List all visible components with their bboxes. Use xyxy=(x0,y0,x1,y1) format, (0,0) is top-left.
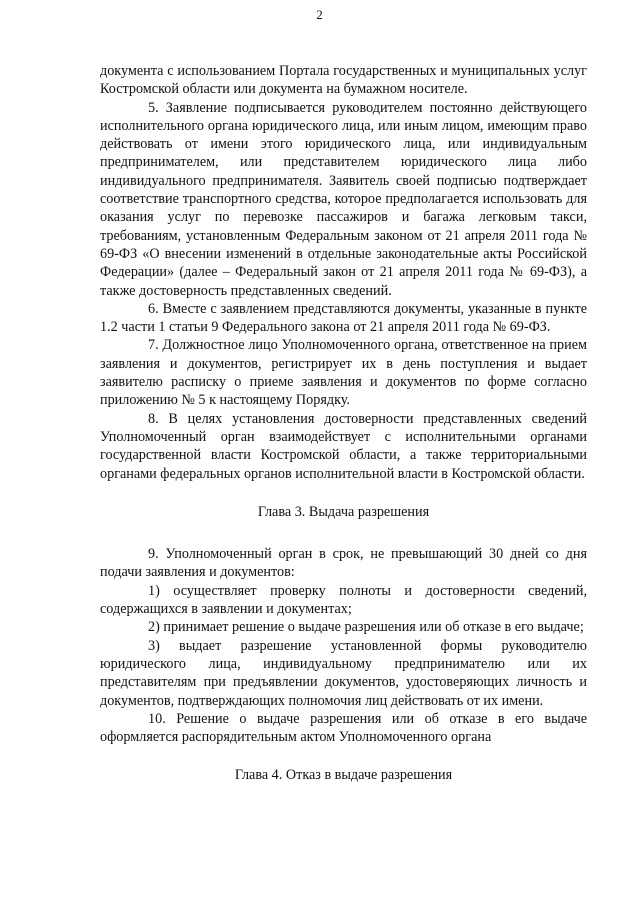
paragraph-6: 6. Вместе с заявлением представляются документы, указанные в пункте 1.2 части 1 статьи 9 Федерального закона от 21 апреля 2011 года № 69-ФЗ. xyxy=(100,300,587,336)
page-number: 2 xyxy=(316,7,323,22)
paragraph-7: 7. Должностное лицо Уполномоченного органа, ответственное на прием заявления и документов, регистрирует их в день поступления и выдает заявителю расписку о приеме заявления и документов по форме согласно приложению № 5 к настоящему Порядку. xyxy=(100,337,587,409)
chapter-3-title: Глава 3. Выдача разрешения xyxy=(257,503,430,520)
paragraph-9: 9. Уполномоченный орган в срок, не превышающий 30 дней со дня подачи заявления и документов: xyxy=(100,546,587,581)
paragraph-10: 10. Решение о выдаче разрешения или об отказе в его выдаче оформляется распорядительным актом Уполномоченного органа xyxy=(100,710,587,746)
paragraph-continuation: документа с использованием Портала государственных и муниципальных услуг Костромской области или документа на бумажном носителе. xyxy=(100,63,587,98)
chapter-4-title: Глава 4. Отказ в выдаче разрешения xyxy=(234,767,453,784)
paragraph-9-item-3: 3) выдает разрешение установленной формы руководителю юридического лица, индивидуальному предпринимателю или их представителям при предъявлении документов, удостоверяющих личность и документов, подтверждающих полномочия лиц действовать от их имени. xyxy=(100,637,587,709)
paragraph-8: 8. В целях установления достоверности представленных сведений Уполномоченный орган взаимодействует с исполнительными органами государственной власти Костромской области, а также территориальными органами федеральных органов исполнительной власти в Костромской области. xyxy=(100,410,587,482)
paragraph-9-item-1: 1) осуществляет проверку полноты и достоверности сведений, содержащихся в заявлении и документах; xyxy=(100,582,587,618)
paragraph-5: 5. Заявление подписывается руководителем постоянно действующего исполнительного органа юридического лица, или иным лицом, имеющим право действовать от имени этого юридического лица, или индивидуальным предпринимателем, или представителем юридического лица либо индивидуального предпринимателя. Заявитель своей подписью подтверждает соответствие транспортного средства, которое предполагается использовать для оказания услуг по перевозке пассажиров и багажа легковым такси, требованиям, установленным Федеральным законом от 21 апреля 2011 года № 69-ФЗ «О внесении изменений в отдельные законодательные акты Российской Федерации» (далее – Федеральный закон от 21 апреля 2011 года № 69-ФЗ), а также достоверность представленных сведений. xyxy=(100,99,587,299)
document-body xyxy=(100,62,587,785)
paragraph-9-item-2: 2) принимает решение о выдаче разрешения или об отказе в его выдаче; xyxy=(148,619,584,636)
